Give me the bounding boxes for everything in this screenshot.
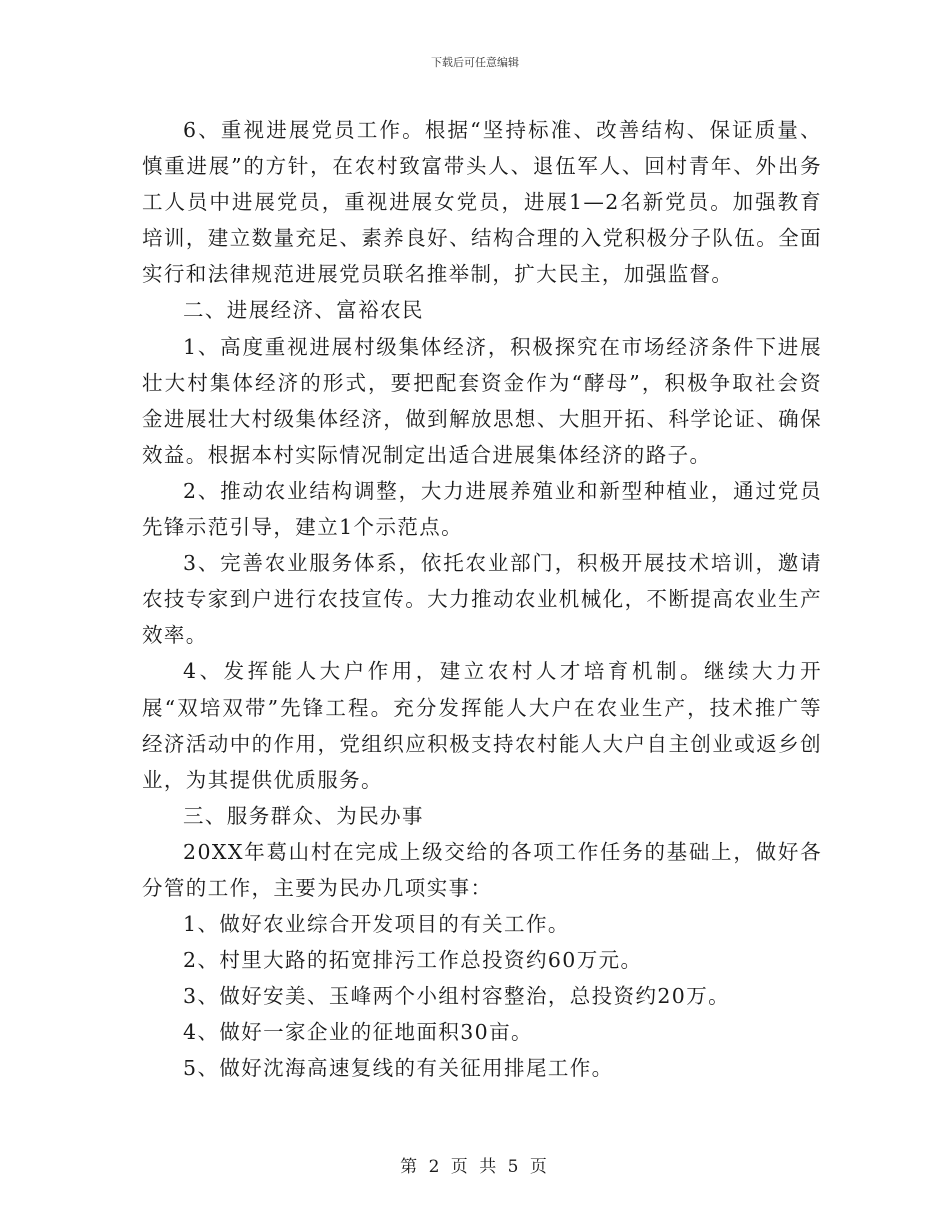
paragraph-agricultural-service: 3、完善农业服务体系，依托农业部门，积极开展技术培训，邀请农技专家到户进行农技宣传。大力推动农业机械化，不断提高农业生产效率。 <box>142 551 822 648</box>
list-item-5: 5、做好沈海高速复线的有关征用排尾工作。 <box>183 1056 614 1081</box>
paragraph-annual-work: 20XX年葛山村在完成上级交给的各项工作任务的基础上，做好各分管的工作，主要为民办几项实事： <box>142 839 822 900</box>
section-heading-service: 三、服务群众、为民办事 <box>183 803 424 828</box>
paragraph-agricultural-structure: 2、推动农业结构调整，大力进展养殖业和新型种植业，通过党员先锋示范引导，建立1个示范点。 <box>142 478 822 540</box>
body-text <box>142 112 822 1087</box>
paragraph-collective-economy: 1、高度重视进展村级集体经济，积极探究在市场经济条件下进展壮大村集体经济的形式，要把配套资金作为“酵母”，积极争取社会资金进展壮大村级集体经济，做到解放思想、大胆开拓、科学论证、确保效益。根据本村实际情况制定出适合进展集体经济的路子。 <box>142 334 822 467</box>
paragraph-capable-households: 4、发挥能人大户作用，建立农村人才培育机制。继续大力开展“双培双带”先锋工程。充分发挥能人大户在农业生产，技术推广等经济活动中的作用，党组织应积极支持农村能人大户自主创业或返乡创业，为其提供优质服务。 <box>142 659 822 792</box>
list-item-2: 2、村里大路的拓宽排污工作总投资约60万元。 <box>183 948 643 973</box>
section-heading-economy: 二、进展经济、富裕农民 <box>183 298 424 323</box>
page-header: 下载后可任意编辑 <box>431 56 519 69</box>
list-item-4: 4、做好一家企业的征地面积30亩。 <box>183 1020 533 1045</box>
list-item-3: 3、做好安美、玉峰两个小组村容整治，总投资约20万。 <box>183 984 731 1009</box>
page-number-footer: 第 2 页 共 5 页 <box>400 1157 550 1177</box>
paragraph-party-member-development: 6、重视进展党员工作。根据“坚持标准、改善结构、保证质量、慎重进展”的方针，在农村致富带头人、退伍军人、回村青年、外出务工人员中进展党员，重视进展女党员，进展1—2名新党员。加强教育培训，建立数量充足、素养良好、结构合理的入党积极分子队伍。全面实行和法律规范进展党员联名推举制，扩大民主，加强监督。 <box>142 118 822 287</box>
list-item-1: 1、做好农业综合开发项目的有关工作。 <box>183 912 570 937</box>
